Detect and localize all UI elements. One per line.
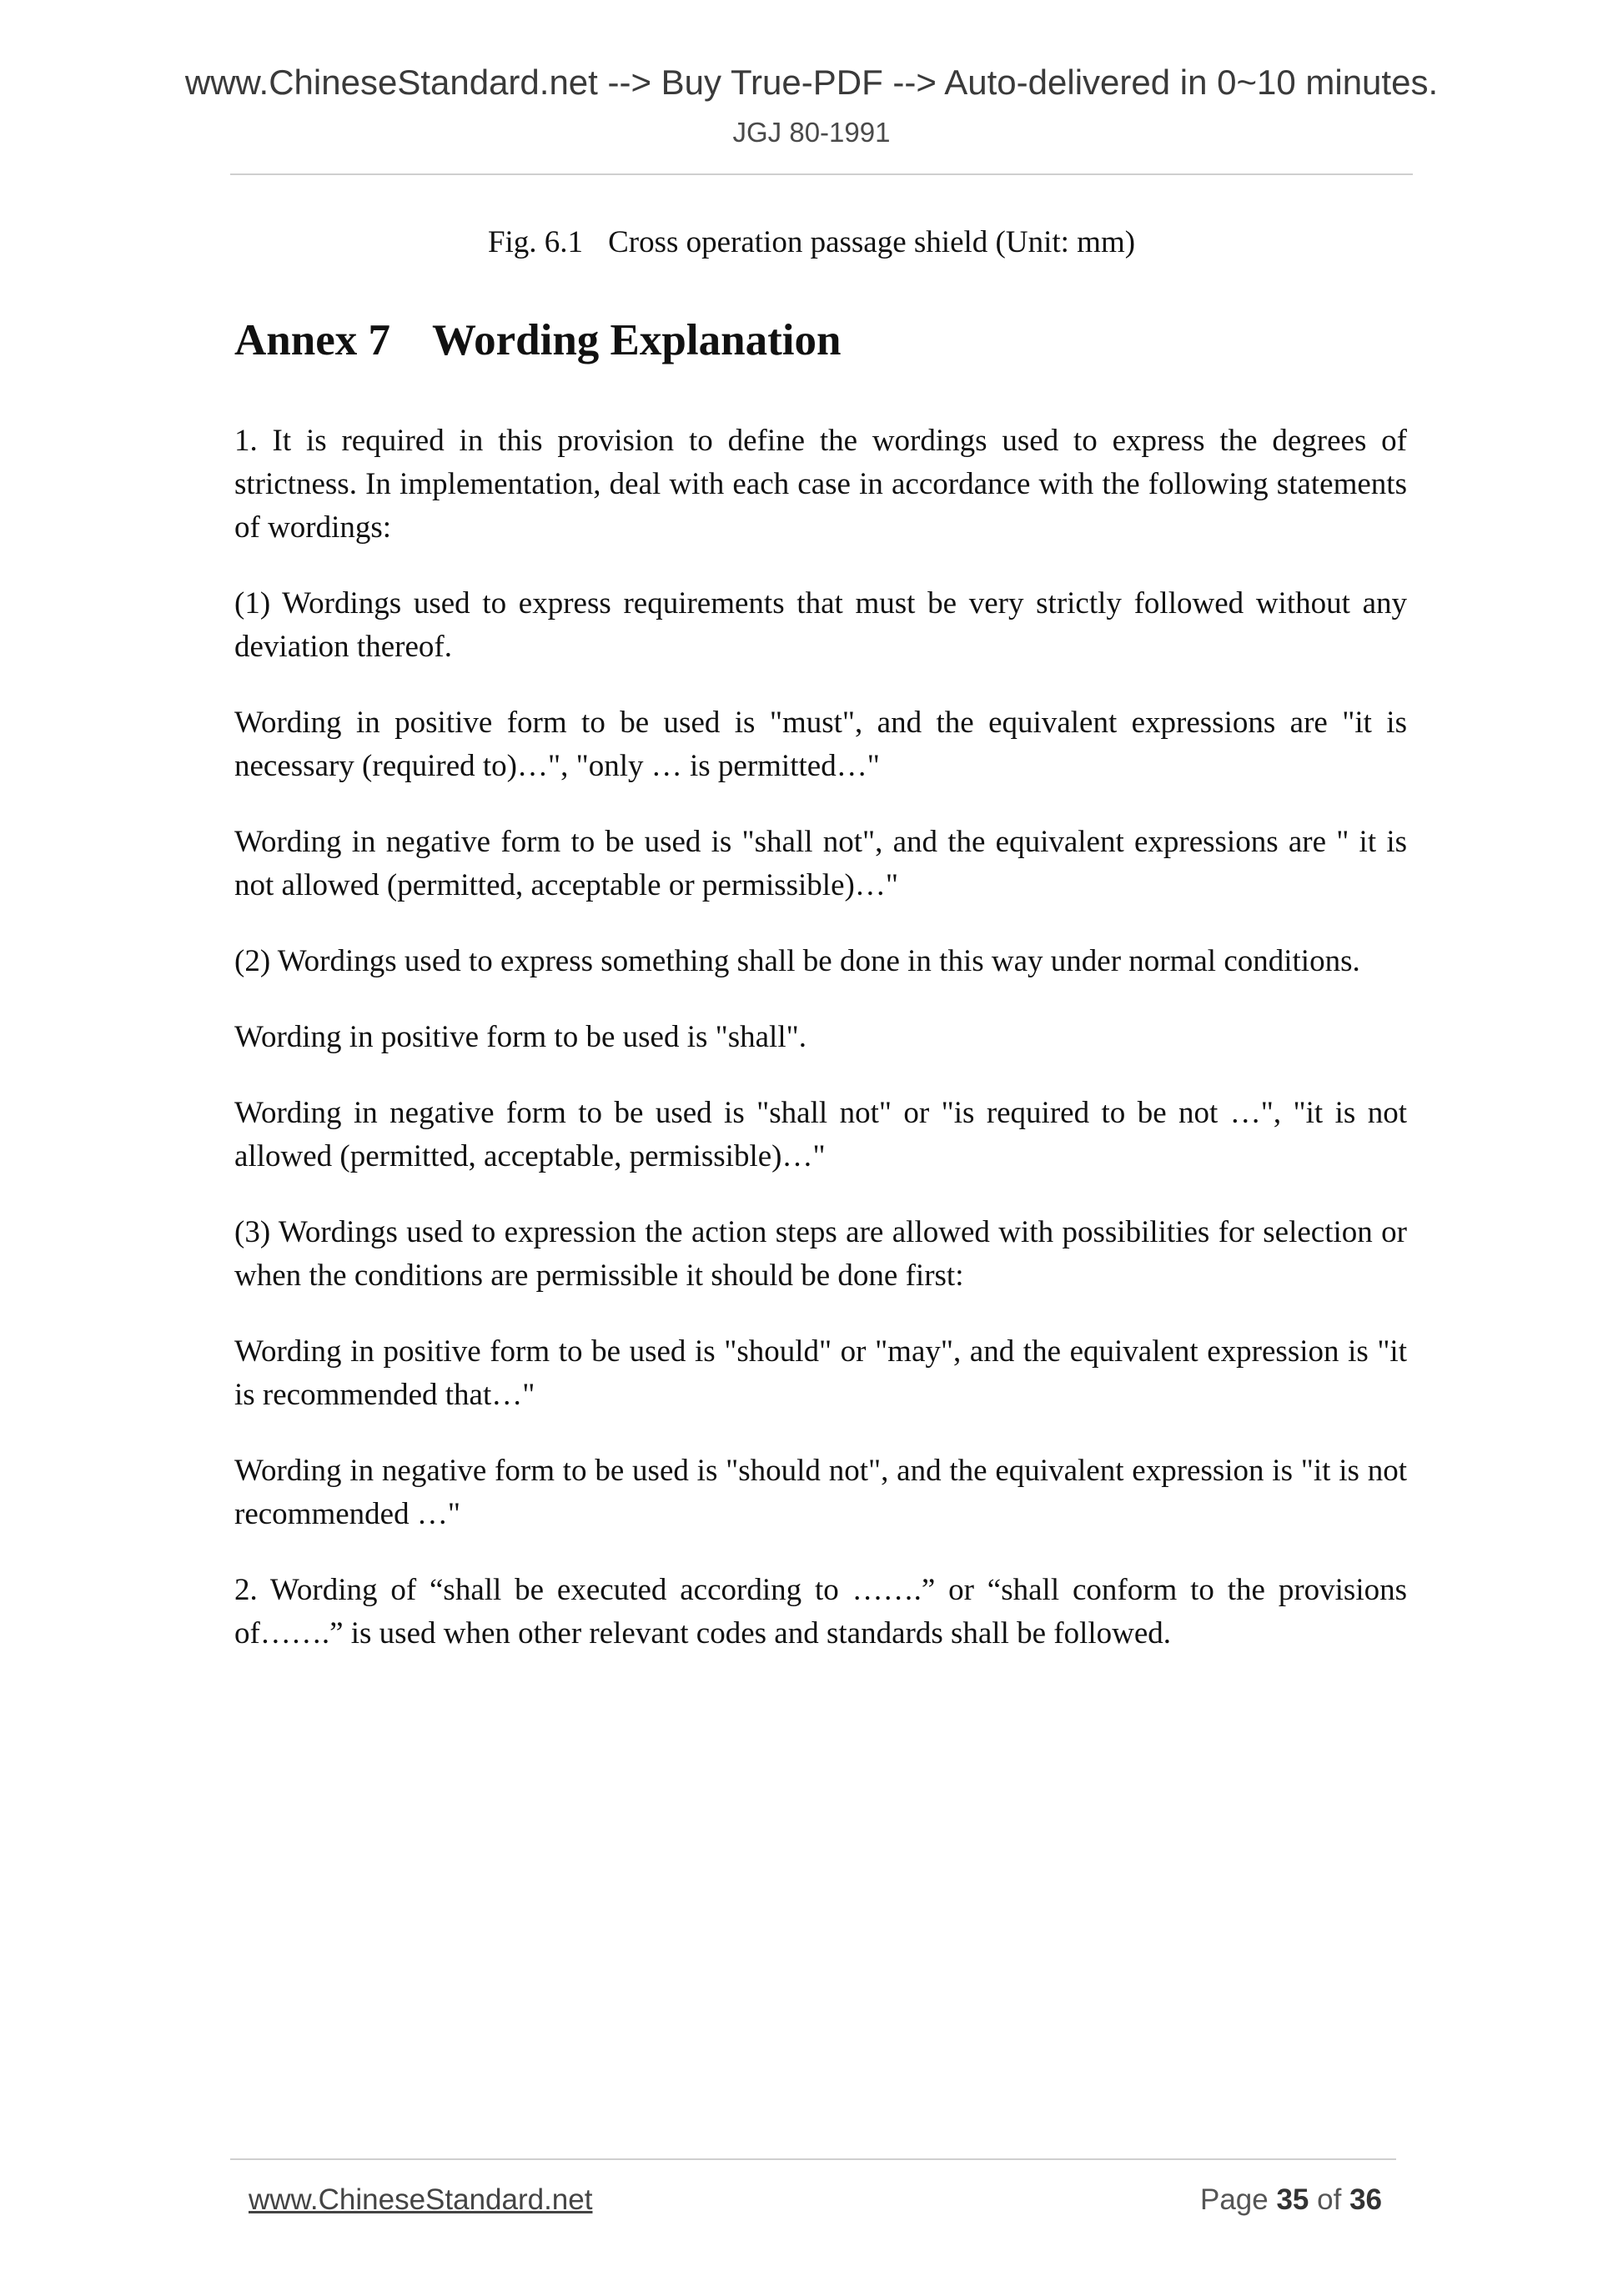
page-separator: of bbox=[1317, 2183, 1342, 2216]
paragraph-clause-1: 1. It is required in this provision to define the wordings used to express the degrees of strictness. In implementation, deal with each case in accordance with the following statements of wordings: bbox=[234, 424, 1407, 545]
footer-website-link[interactable]: www.ChineseStandard.net bbox=[249, 2183, 593, 2216]
page-number bbox=[1200, 2185, 1382, 2214]
paragraph-item-1: (1) Wordings used to express requirements that must be very strictly followed without any deviation thereof. bbox=[234, 586, 1407, 664]
paragraph-positive-should: Wording in positive form to be used is "should" or "may", and the equivalent expression is "it is recommended that…" bbox=[234, 1334, 1407, 1412]
standard-code: JGJ 80-1991 bbox=[732, 117, 891, 148]
paragraph-negative-should-not: Wording in negative form to be used is "should not", and the equivalent expression is "it is not recommended …" bbox=[234, 1454, 1407, 1531]
paragraph-item-3: (3) Wordings used to expression the action steps are allowed with possibilities for selection or when the conditions are permissible it should be done first: bbox=[234, 1215, 1407, 1293]
paragraph-positive-must: Wording in positive form to be used is "must", and the equivalent expressions are "it is necessary (required to)…", "only … is permitted…" bbox=[234, 706, 1407, 783]
annex-body bbox=[234, 420, 1407, 1688]
paragraph-negative-shall-not: Wording in negative form to be used is "shall not", and the equivalent expressions are " it is not allowed (permitted, acceptable or permissible)…" bbox=[234, 825, 1407, 902]
footer-divider bbox=[230, 2158, 1396, 2160]
current-page: 35 bbox=[1276, 2183, 1309, 2216]
figure-number: Fig. 6.1 bbox=[487, 225, 584, 259]
figure-caption bbox=[0, 227, 1623, 258]
paragraph-clause-2: 2. Wording of “shall be executed according to …….” or “shall conform to the provisions of…….” is used when other relevant codes and standards shall be followed. bbox=[234, 1573, 1407, 1650]
paragraph-positive-shall: Wording in positive form to be used is "shall". bbox=[234, 1020, 806, 1054]
annex-heading bbox=[234, 316, 842, 364]
header-banner[interactable]: www.ChineseStandard.net --> Buy True-PDF --> Auto-delivered in 0~10 minutes. bbox=[184, 63, 1439, 102]
header-divider bbox=[230, 173, 1413, 175]
paragraph-item-2: (2) Wordings used to express something shall be done in this way under normal conditions. bbox=[234, 944, 1360, 978]
annex-number: Annex 7 bbox=[234, 316, 391, 364]
figure-caption-text: Cross operation passage shield (Unit: mm) bbox=[608, 225, 1136, 259]
annex-title: Wording Explanation bbox=[432, 316, 842, 364]
page-prefix: Page bbox=[1199, 2183, 1269, 2216]
paragraph-negative-shall-not-2: Wording in negative form to be used is "shall not" or "is required to be not …", "it is not allowed (permitted, acceptable, permissible)…" bbox=[234, 1096, 1407, 1173]
total-pages: 36 bbox=[1349, 2183, 1382, 2216]
